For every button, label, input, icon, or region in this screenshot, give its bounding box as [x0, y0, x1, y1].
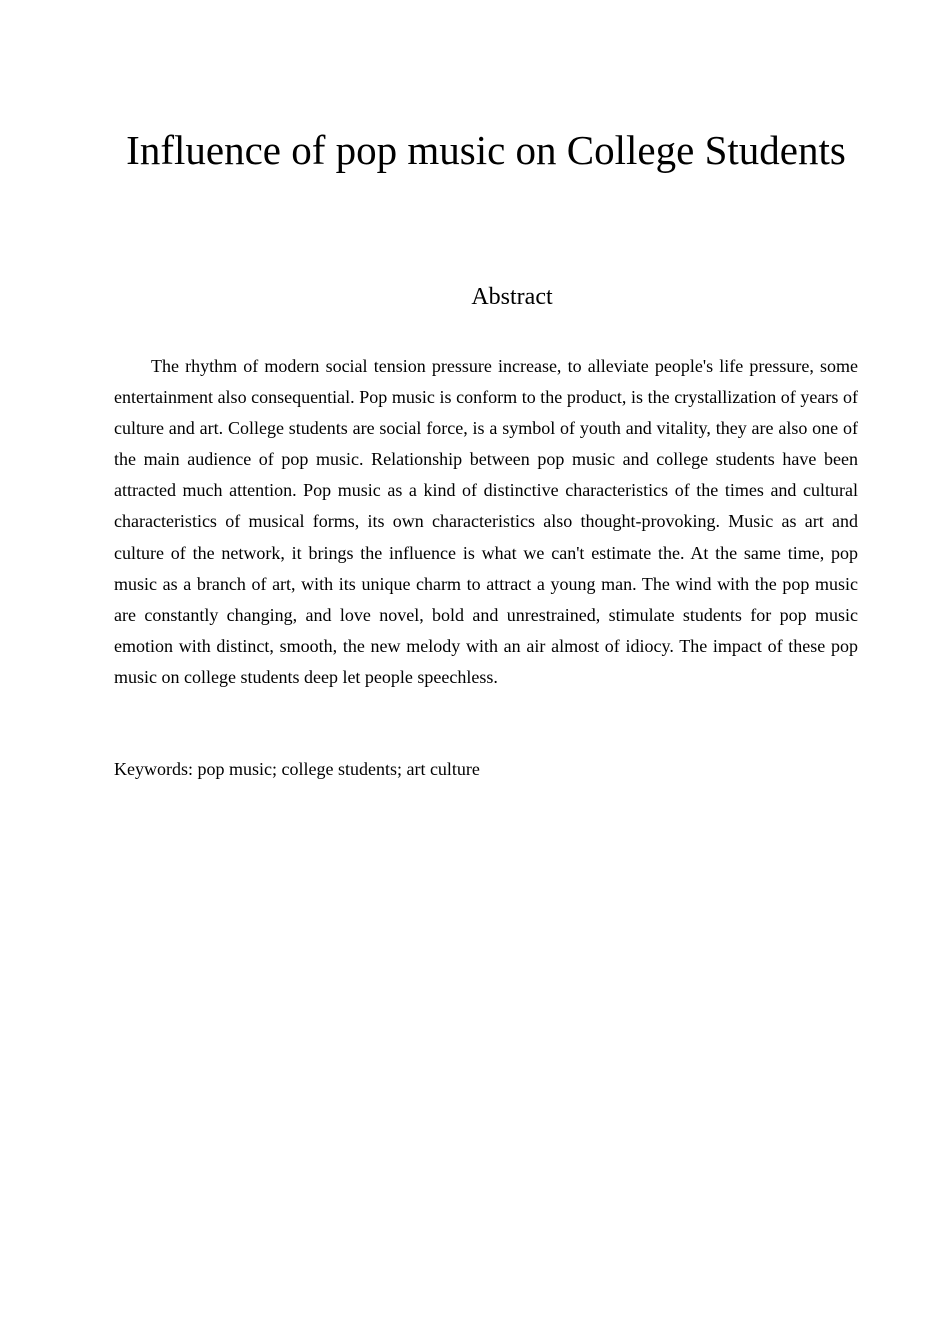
- abstract-heading: Abstract: [471, 284, 553, 310]
- document-title: Influence of pop music on College Students: [126, 127, 846, 173]
- abstract-body: The rhythm of modern social tension pressure increase, to alleviate people's life pressure, some entertainment also consequential. Pop music is conform to the product, is the crystallization of years of culture and art. College students are social force, is a symbol of youth and vitality, they are also one of the main audience of pop music. Relationship between pop music and college students have been attracted much attention. Pop music as a kind of distinctive characteristics of the times and cultural characteristics of musical forms, its own characteristics also thought-provoking. Music as art and culture of the network, it brings the influence is what we can't estimate the. At the same time, pop music as a branch of art, with its unique charm to attract a young man. The wind with the pop music are constantly changing, and love novel, bold and unrestrained, stimulate students for pop music emotion with distinct, smooth, the new melody with an air almost of idiocy. The impact of these pop music on college students deep let people speechless.: [114, 356, 858, 687]
- keywords-line: Keywords: pop music; college students; art culture: [114, 759, 480, 779]
